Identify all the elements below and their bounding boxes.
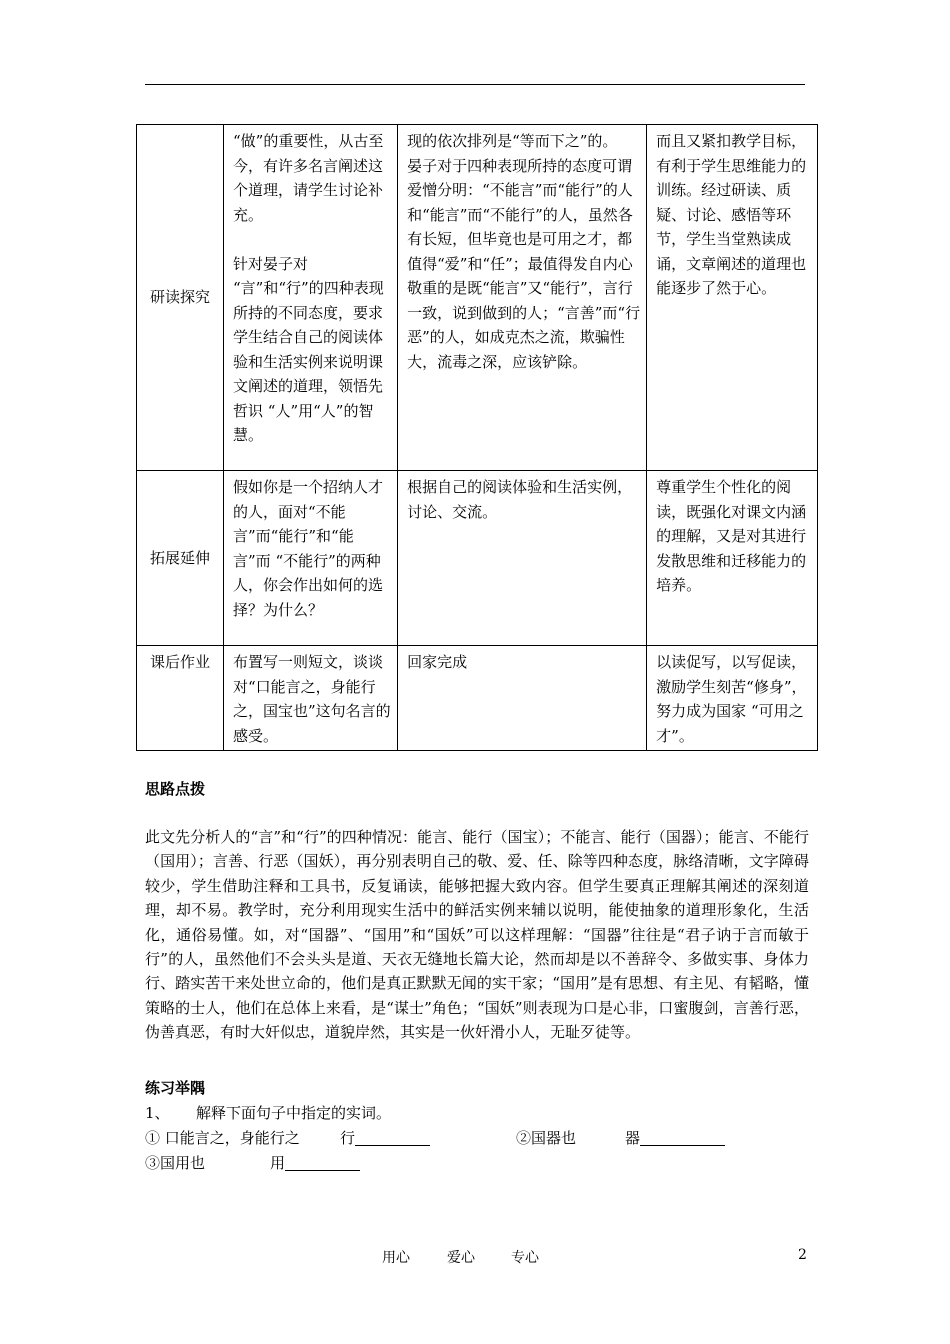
item-2-word: 器 (625, 1129, 641, 1147)
item-3-answer (270, 1152, 360, 1173)
item-1-sentence: ① 口能言之，身能行之 (145, 1129, 300, 1147)
table-row (137, 471, 818, 646)
table-row (137, 646, 818, 751)
footer-word-2: 爱心 (447, 1250, 475, 1266)
cell-paragraph: 以读促写，以写促读，激励学生刻苦“修身”，努力成为国家 “可用之才”。 (656, 653, 807, 745)
item-2-answer (625, 1127, 725, 1148)
item-1-word: 行 (340, 1129, 356, 1147)
intent-cell (647, 646, 818, 751)
item-3-sentence: ③国用也 (145, 1154, 206, 1172)
answer-blank[interactable] (640, 1129, 725, 1146)
cell-paragraph: 现的依次排列是“等而下之”的。 (407, 132, 618, 150)
cell-paragraph: 根据自己的阅读体验和生活实例，讨论、交流。 (407, 478, 633, 521)
student-cell (398, 471, 647, 646)
intent-cell (647, 471, 818, 646)
answer-blank[interactable] (355, 1129, 430, 1146)
section-title-approach: 思路点拨 (145, 780, 206, 798)
cell-gap (233, 227, 391, 252)
cell-paragraph: 回家完成 (407, 653, 468, 671)
activity-cell (224, 471, 398, 646)
cell-paragraph: 假如你是一个招纳人才的人，面对“不能言”而“能行”和“能言”而 “不能行”的两种人，你会作出如何的选择？为什么？ (233, 478, 384, 619)
cell-paragraph: 尊重学生个性化的阅读，既强化对课文内涵的理解，又是对其进行发散思维和迁移能力的培养。 (656, 478, 807, 594)
question-number: 1、 (145, 1104, 170, 1122)
activity-cell (224, 125, 398, 471)
intent-cell (647, 125, 818, 471)
lesson-plan-table (136, 124, 818, 751)
stage-cell: 研读探究 (137, 125, 224, 471)
table-row (137, 125, 818, 471)
footer-word-1: 用心 (382, 1250, 410, 1266)
stage-cell: 课后作业 (137, 646, 224, 751)
answer-blank[interactable] (285, 1154, 360, 1171)
activity-cell (224, 646, 398, 751)
header-rule (145, 84, 805, 85)
item-3-word: 用 (270, 1154, 286, 1172)
student-cell (398, 125, 647, 471)
section-title-exercises: 练习举隅 (145, 1079, 206, 1097)
cell-paragraph: “做”的重要性，从古至今，有许多名言阐述这个道理，请学生讨论补充。 (233, 132, 384, 224)
stage-cell: 拓展延伸 (137, 471, 224, 646)
cell-paragraph: 晏子对于四种表现所持的态度可谓爱憎分明：“不能言”而“能行”的人和“能言”而“不能行”的人，虽然各有长短，但毕竟也是可用之才，都值得“爱”和“任”；最值得发自内心敬重的是既“能言”又“能行”，言行一致，说到做到的人；“言善”而“行恶”的人，如成克杰之流，欺骗性大，流毒之深，应该铲除。 (407, 156, 641, 371)
footer-word-3: 专心 (511, 1250, 539, 1266)
item-1-answer (340, 1127, 430, 1148)
student-cell (398, 646, 647, 751)
page-number: 2 (798, 1247, 807, 1263)
item-2-sentence: ②国器也 (516, 1129, 577, 1147)
question-text: 解释下面句子中指定的实词。 (196, 1104, 392, 1122)
cell-paragraph: 布置写一则短文，谈谈对“口能言之，身能行之，国宝也”这句名言的感受。 (233, 653, 391, 745)
cell-paragraph: 而且又紧扣教学目标，有利于学生思维能力的训练。经过研读、质疑、讨论、感悟等环节，学生当堂熟读成诵，文章阐述的道理也能逐步了然于心。 (656, 132, 807, 297)
approach-paragraph: 此文先分析人的“言”和“行”的四种情况：能言、能行（国宝）；不能言、能行（国器）；能言、不能行（国用）；言善、行恶（国妖），再分别表明自己的敬、爱、任、除等四种态度，脉络清晰，文字障碍较少，学生借助注释和工具书，反复诵读，能够把握大致内容。但学生要真正理解其阐述的深刻道理，却不易。教学时，充分利用现实生活中的鲜活实例来辅以说明，能使抽象的道理形象化，生活化，通俗易懂。如，对“国器”、“国用”和“国妖”可以这样理解：“国器”往往是“君子讷于言而敏于行”的人，虽然他们不会头头是道、天衣无缝地长篇大论，然而却是以不善辞令、多做实事、身体力行、踏实苦干来处世立命的，他们是真正默默无闻的实干家；“国用”是有思想、有主见、有韬略，懂策略的士人，他们在总体上来看，是“谋士”角色；“国妖”则表现为口是心非，口蜜腹剑，言善行恶，伪善真恶，有时大奸似忠，道貌岸然，其实是一伙奸滑小人，无耻歹徒等。 (145, 828, 809, 1042)
cell-paragraph: 针对晏子对 “言”和“行”的四种表现所持的不同态度，要求学生结合自己的阅读体验和生活实例来说明课文阐述的道理，领悟先哲识 “人”用“人”的智慧。 (233, 254, 384, 444)
